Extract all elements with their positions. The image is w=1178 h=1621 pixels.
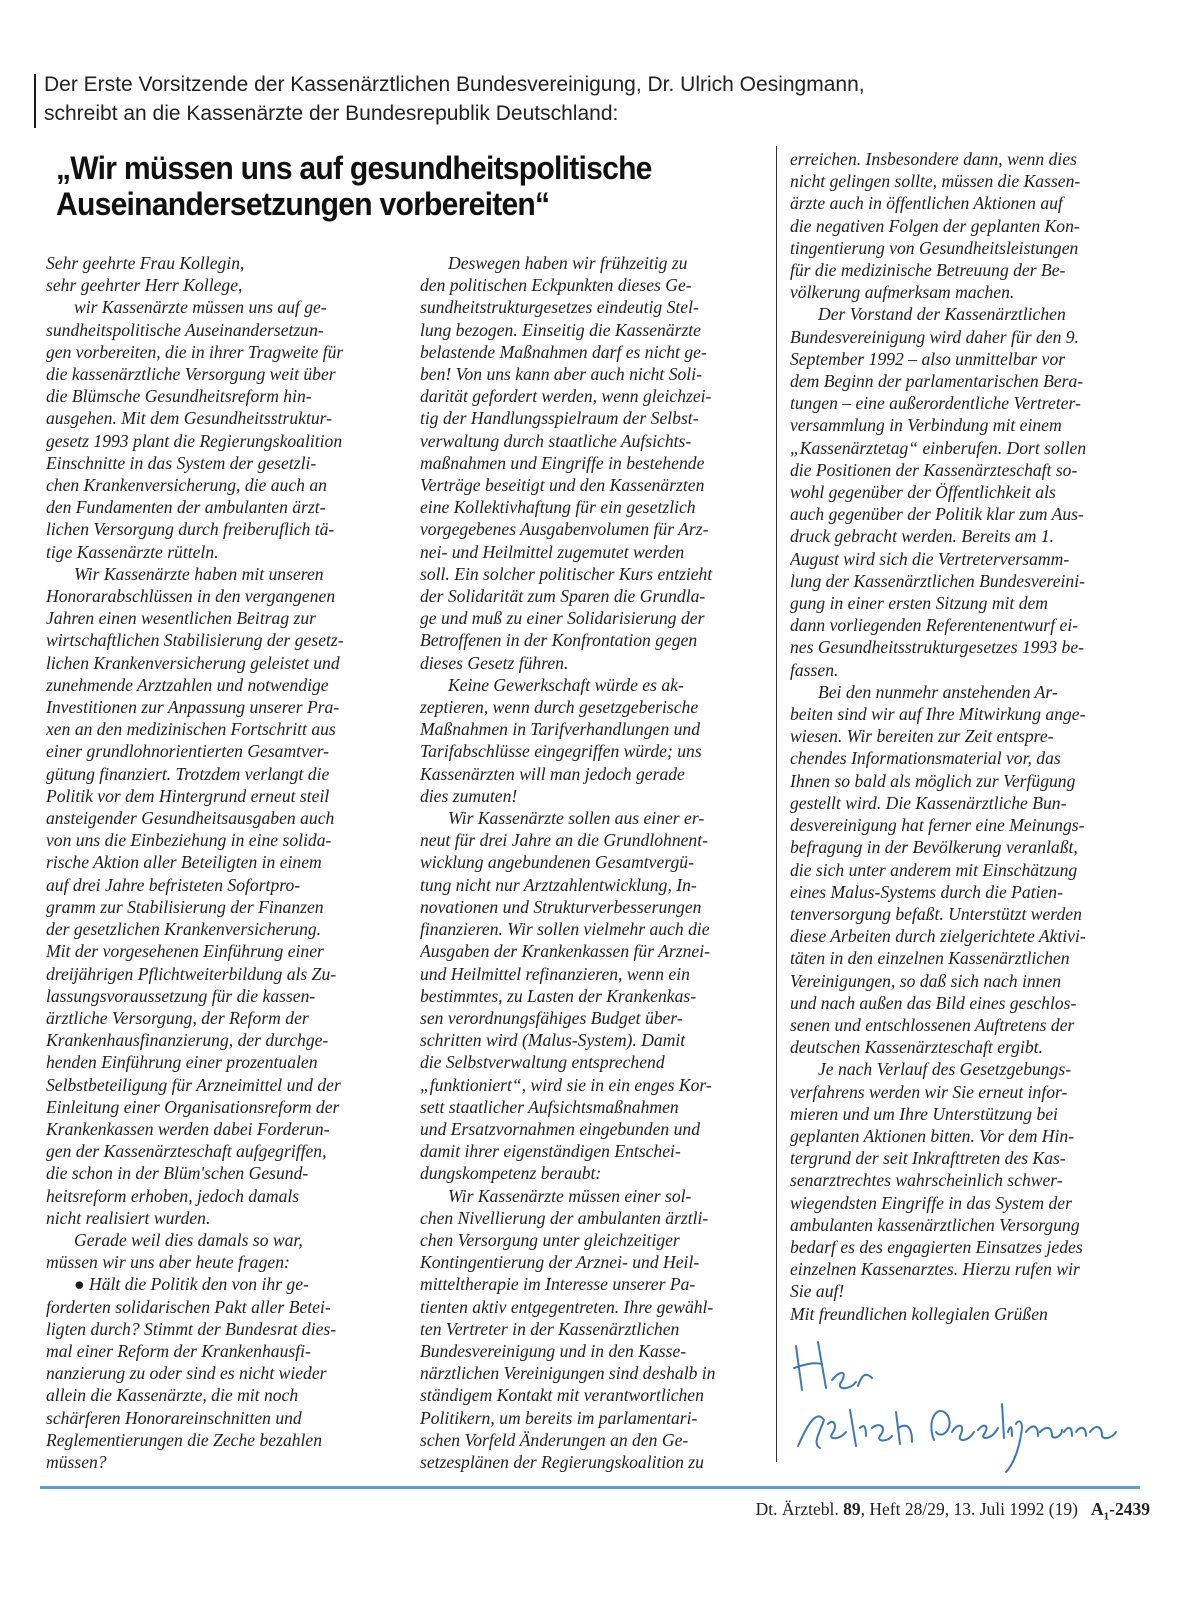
text-line: schritten wird (Malus-System). Damit (420, 1030, 686, 1051)
text-line: geplanten Aktionen bitten. Vor dem Hin- (790, 1125, 1075, 1146)
text-line: Wir Kassenärzte haben mit unseren (74, 563, 324, 584)
text-line: mieren und um Ihre Unterstützung bei (790, 1103, 1058, 1124)
text-line: senen und entschlossenen Auftretens der (790, 1014, 1075, 1035)
text-line: tung nicht nur Arztzahlentwicklung, In- (420, 874, 697, 895)
text-line: heitsreform erhoben, jedoch damals (46, 1185, 300, 1206)
text-line: vorgegebenes Ausgabenvolumen für Arz- (420, 519, 709, 540)
text-line: Einschnitte in das System der gesetzli- (46, 452, 317, 473)
text-line: und Heilmittel refinanzieren, wenn ein (420, 963, 690, 984)
column-1 (46, 252, 388, 1473)
text-line: Mit der vorgesehenen Einführung einer (46, 941, 324, 962)
text-line: Kontingentierung der Arznei- und Heil- (420, 1252, 700, 1273)
column-2 (420, 252, 760, 1473)
text-line: gütung finanziert. Trotzdem verlangt die (46, 763, 330, 784)
text-line: Verträge beseitigt und den Kassenärzten (420, 475, 705, 496)
text-line: gesetz 1993 plant die Regierungskoalition (46, 430, 343, 451)
text-line: der gesetzlichen Krankenversicherung. (46, 919, 322, 940)
text-line: schärferen Honorareinschnitten und (46, 1407, 302, 1428)
text-line: die negativen Folgen der geplanten Kon- (790, 215, 1080, 236)
text-line: nicht realisiert wurden. (46, 1207, 211, 1228)
text-line: sundheitstrukturgesetzes eindeutig Stel- (420, 297, 699, 318)
intro-line: Der Erste Vorsitzende der Kassenärztlichen Bundesvereinigung, Dr. Ulrich Oesingmann, (44, 73, 865, 96)
text-line: chen Nivellierung der ambulanten ärztli- (420, 1207, 709, 1228)
text-line: ärzte auch in öffentlichen Aktionen auf (790, 193, 1063, 214)
text-line: einer grundlohnorientierten Gesamtver- (46, 741, 330, 762)
text-line: ge und muß zu einer Solidarisierung der (420, 608, 705, 629)
intro-line: schreibt an die Kassenärzte der Bundesrepublik Deutschland: (44, 102, 619, 125)
text-line: nes Gesundheitsstrukturgesetzes 1993 be- (790, 637, 1084, 658)
text-line: darität gefordert werden, wenn gleichzei- (420, 386, 712, 407)
text-line: tienten aktiv entgegentreten. Ihre gewähl- (420, 1296, 714, 1317)
text-line: lung der Kassenärztlichen Bundesvereini- (790, 570, 1085, 591)
text-line: tige Kassenärzte rütteln. (46, 541, 219, 562)
text-line: Krankenkassen werden dabei Forderun- (46, 1118, 330, 1139)
text-line: Einleitung einer Organisationsreform der (46, 1096, 340, 1117)
text-line: Deswegen haben wir frühzeitig zu (448, 253, 688, 273)
text-line: täten in den einzelnen Kassenärztlichen (790, 948, 1070, 969)
text-line: lung bezogen. Einseitig die Kassenärzte (420, 319, 701, 340)
text-line: lichen Krankenversicherung geleistet und (46, 652, 340, 673)
text-line: rische Aktion aller Beteiligten in einem (46, 852, 322, 873)
text-line: Betroffenen in der Konfrontation gegen (420, 630, 698, 651)
text-line: wir Kassenärzte müssen uns auf ge- (74, 297, 327, 318)
text-line: Krankenhausfinanzierung, der durchge- (46, 1030, 329, 1051)
text-line: ● Hält die Politik den von ihr ge- (74, 1274, 309, 1295)
text-line: nei- und Heilmittel zugemutet werden (420, 541, 685, 562)
text-line: dieses Gesetz führen. (420, 652, 569, 673)
text-line: bestimmtes, zu Lasten der Krankenkas- (420, 985, 697, 1006)
text-line: desvereinigung hat ferner eine Meinungs- (790, 815, 1085, 836)
text-line: wiesen. Wir bereiten zur Zeit entspre- (790, 726, 1054, 747)
text-line: sehr geehrter Herr Kollege, (46, 275, 243, 296)
text-line: Jahren einen wesentlichen Beitrag zur (46, 608, 317, 629)
signature-icon (792, 1328, 1132, 1478)
text-line: Bei den nunmehr anstehenden Ar- (818, 681, 1058, 702)
text-line: chen Krankenversicherung, die auch an (46, 475, 327, 496)
text-line: mal einer Reform der Krankenhausfi- (46, 1340, 311, 1361)
text-line: versammlung in Verbindung mit einem (790, 415, 1062, 436)
text-line: diese Arbeiten durch zielgerichtete Aktivi- (790, 926, 1086, 947)
text-line: Gerade weil dies damals so war, (74, 1229, 303, 1250)
text-line: beiten sind wir auf Ihre Mitwirkung ange- (790, 704, 1086, 725)
footer-journal: Dt. Ärztebl. (755, 1499, 839, 1519)
text-line: eines Malus-Systems durch die Patien- (790, 881, 1063, 902)
text-line: ständigem Kontakt mit verantwortlichen (420, 1385, 704, 1406)
text-line: Politik vor dem Hintergrund erneut steil (46, 785, 330, 806)
text-line: Vereinigungen, so daß sich nach innen (790, 970, 1062, 991)
text-line: ausgehen. Mit dem Gesundheitsstruktur- (46, 408, 332, 429)
text-line: ten Vertreter in der Kassenärztlichen (420, 1318, 680, 1339)
text-line: Bundesvereinigung und in den Kasse- (420, 1340, 687, 1361)
text-line: neut für drei Jahre an die Grundlohnent- (420, 830, 708, 851)
text-line: wiegendsten Eingriffe in das System der (790, 1192, 1072, 1213)
text-line: gung in einer ersten Sitzung mit dem (790, 593, 1049, 614)
text-line: wicklung angebundenen Gesamtvergü- (420, 852, 694, 873)
text-line: setzesplänen der Regierungskoalition zu (420, 1451, 704, 1472)
text-line: dann vorliegenden Referentenentwurf ei- (790, 615, 1079, 636)
text-line: Der Vorstand der Kassenärztlichen (818, 304, 1066, 325)
text-line: Tarifabschlüsse eingegriffen würde; uns (420, 741, 702, 762)
text-line: den politischen Eckpunkten dieses Ge- (420, 275, 692, 296)
footer-volume: 89 (843, 1499, 861, 1519)
text-line: die Positionen der Kassenärzteschaft so- (790, 459, 1078, 480)
text-line: närztlichen Vereinigungen sind deshalb in (420, 1363, 716, 1384)
text-line: dreijährigen Pflichtweiterbildung als Zu- (46, 963, 337, 984)
text-line: bedarf es des engagierten Einsatzes jedes (790, 1236, 1083, 1257)
text-line: der Solidarität zum Sparen die Grundla- (420, 586, 706, 607)
text-line: allein die Kassenärzte, die mit noch (46, 1385, 299, 1406)
article-headline (56, 150, 733, 222)
text-line: sett staatlicher Aufsichtsmaßnahmen (420, 1096, 679, 1117)
text-line: tenversorgung befaßt. Unterstützt werden (790, 903, 1082, 924)
text-line: zunehmende Arztzahlen und notwendige (46, 674, 329, 695)
text-line: „Kassenärztetag“ einberufen. Dort sollen (790, 437, 1087, 458)
text-line: völkerung aufmerksam machen. (790, 282, 1015, 303)
text-line: lassungsvoraussetzung für die kassen- (46, 985, 316, 1006)
text-line: verwaltung durch staatliche Aufsichts- (420, 430, 692, 451)
text-line: den Fundamenten der ambulanten ärzt- (46, 497, 326, 518)
text-line: August wird sich die Vertreterversamm- (790, 548, 1070, 569)
text-line: die kassenärztliche Versorgung weit über (46, 364, 336, 385)
text-line: Reglementierungen die Zeche bezahlen (46, 1429, 323, 1450)
text-line: henden Einführung einer prozentualen (46, 1052, 318, 1073)
footer-issue: , Heft 28/29, 13. Juli 1992 (19) (860, 1499, 1078, 1519)
text-line: gen der Kassenärzteschaft aufgegriffen, (46, 1141, 327, 1162)
text-line: novationen und Strukturverbesserungen (420, 896, 702, 917)
text-line: Wir Kassenärzte sollen aus einer er- (448, 808, 705, 829)
text-line: Maßnahmen in Tarifverhandlungen und (420, 719, 701, 740)
text-line: Selbstbeteiligung für Arzneimittel und der (46, 1074, 341, 1095)
text-line: tingentierung von Gesundheitsleistungen (790, 237, 1079, 258)
text-line: finanzieren. Wir sollen vielmehr auch die (420, 919, 710, 940)
text-line: die Selbstverwaltung entsprechend (420, 1052, 665, 1073)
text-line: tungen – eine außerordentliche Vertreter- (790, 393, 1081, 414)
text-line: Bundesvereinigung wird daher für den 9. (790, 326, 1079, 347)
text-line: auf drei Jahre befristeten Sofortpro- (46, 874, 301, 895)
text-line: deutschen Kassenärzteschaft ergibt. (790, 1037, 1043, 1058)
text-line: auch gegenüber der Politik klar zum Aus- (790, 504, 1084, 525)
text-line: druck gebracht werden. Bereits am 1. (790, 526, 1055, 547)
text-line: zeptieren, wenn durch gesetzgeberische (420, 697, 699, 718)
text-line: dungskompetenz beraubt: (420, 1163, 602, 1184)
text-line: wohl gegenüber der Öffentlichkeit als (790, 482, 1056, 503)
text-line: verfahrens werden wir Sie erneut infor- (790, 1081, 1068, 1102)
text-line: Honorarabschlüssen in den vergangenen (46, 586, 336, 607)
text-line: eine Kollektivhaftung für ein gesetzlich (420, 497, 696, 518)
text-line: von uns die Einbeziehung in eine solida- (46, 830, 332, 851)
text-line: Ihnen so bald als möglich zur Verfügung (790, 770, 1076, 791)
text-line: chen Versorgung unter gleichzeitiger (420, 1229, 680, 1250)
text-line: tig der Handlungsspielraum der Selbst- (420, 408, 699, 429)
text-line: die schon in der Blüm'schen Gesund- (46, 1163, 309, 1184)
text-line: und Ersatzvornahmen eingebunden und (420, 1118, 700, 1139)
text-line: ben! Von uns kann aber auch nicht Soli- (420, 364, 702, 385)
text-line: Ausgaben der Krankenkassen für Arznei- (420, 941, 710, 962)
text-line: die sich unter anderem mit Einschätzung (790, 859, 1078, 880)
text-line: soll. Ein solcher politischer Kurs entzieht (420, 563, 713, 584)
intro-marker-bar (34, 74, 36, 128)
text-line: und nach außen das Bild eines geschlos- (790, 992, 1077, 1013)
text-line: nicht gelingen sollte, müssen die Kassen- (790, 171, 1081, 192)
footer-page: $A_1-2439$ (1091, 1499, 1150, 1523)
text-line: tergrund der seit Inkrafttreten des Kas- (790, 1148, 1066, 1169)
text-line: die Blümsche Gesundheitsreform hin- (46, 386, 312, 407)
text-line: ambulanten kassenärztlichen Versorgung (790, 1214, 1080, 1235)
text-line: ligten durch? Stimmt der Bundesrat dies- (46, 1318, 337, 1339)
text-line: einzelnen Kassenarztes. Hierzu rufen wir (790, 1259, 1080, 1280)
text-line: forderten solidarischen Pakt aller Betei- (46, 1296, 331, 1317)
text-line: ansteigender Gesundheitsausgaben auch (46, 808, 335, 829)
text-line: müssen? (46, 1451, 107, 1472)
text-line: maßnahmen und Eingriffe in bestehende (420, 452, 705, 473)
text-line: nanzierung zu oder sind es nicht wieder (46, 1363, 327, 1384)
text-line: gramm zur Stabilisierung der Finanzen (46, 896, 324, 917)
text-line: schen Vorfeld Änderungen an den Ge- (420, 1429, 689, 1450)
headline-line: „Wir müssen uns auf gesundheitspolitische (56, 150, 652, 186)
text-line: erreichen. Insbesondere dann, wenn dies (790, 149, 1077, 169)
text-line: mitteltherapie im Interesse unserer Pa- (420, 1274, 696, 1295)
text-line: Investitionen zur Anpassung unserer Pra- (46, 697, 340, 718)
text-line: damit ihrer eigenständigen Entschei- (420, 1141, 681, 1162)
text-line: fassen. (790, 659, 839, 680)
footer-rule (40, 1486, 1140, 1489)
text-line: sundheitspolitische Auseinandersetzun- (46, 319, 324, 340)
text-line: befragung in der Bevölkerung veranlaßt, (790, 837, 1078, 858)
text-line: wirtschaftlichen Stabilisierung der gesetz- (46, 630, 344, 651)
text-line: belastende Maßnahmen darf es nicht ge- (420, 341, 707, 362)
column-3 (790, 148, 1140, 1325)
text-line: Keine Gewerkschaft würde es ak- (448, 674, 684, 695)
text-line: müssen wir uns aber heute fragen: (46, 1252, 290, 1273)
text-line: Kassenärzten will man jedoch gerade (420, 763, 685, 784)
text-line: gen vorbereiten, die in ihrer Tragweite für (46, 341, 344, 362)
headline-line: Auseinandersetzungen vorbereiten“ (56, 186, 550, 222)
intro-text (44, 70, 1154, 128)
text-line: dies zumuten! (420, 785, 518, 806)
column-divider (776, 146, 777, 1462)
text-line: für die medizinische Betreuung der Be- (790, 260, 1066, 281)
text-line: Je nach Verlauf des Gesetzgebungs- (818, 1059, 1072, 1080)
text-line: Wir Kassenärzte müssen einer sol- (448, 1185, 692, 1206)
text-line: dem Beginn der parlamentarischen Bera- (790, 371, 1084, 392)
text-line: Sehr geehrte Frau Kollegin, (46, 253, 245, 273)
text-line: Sie auf! (790, 1281, 845, 1302)
text-line: gestellt wird. Die Kassenärztliche Bun- (790, 792, 1067, 813)
text-line: chendes Informationsmaterial vor, das (790, 748, 1061, 769)
text-line: Mit freundlichen kollegialen Grüßen (790, 1303, 1048, 1324)
page-footer (630, 1498, 1150, 1528)
text-line: September 1992 – also unmittelbar vor (790, 348, 1066, 369)
text-line: lichen Versorgung durch freiberuflich tä- (46, 519, 335, 540)
text-line: sen verordnungsfähiges Budget über- (420, 1007, 683, 1028)
text-line: xen an den medizinischen Fortschritt aus (46, 719, 336, 740)
text-line: Politikern, um bereits im parlamentari- (420, 1407, 698, 1428)
text-line: ärztliche Versorgung, der Reform der (46, 1007, 309, 1028)
text-line: „funktioniert“, wird sie in ein enges Kor- (420, 1074, 712, 1095)
text-line: senarztrechtes wahrscheinlich schwer- (790, 1170, 1063, 1191)
